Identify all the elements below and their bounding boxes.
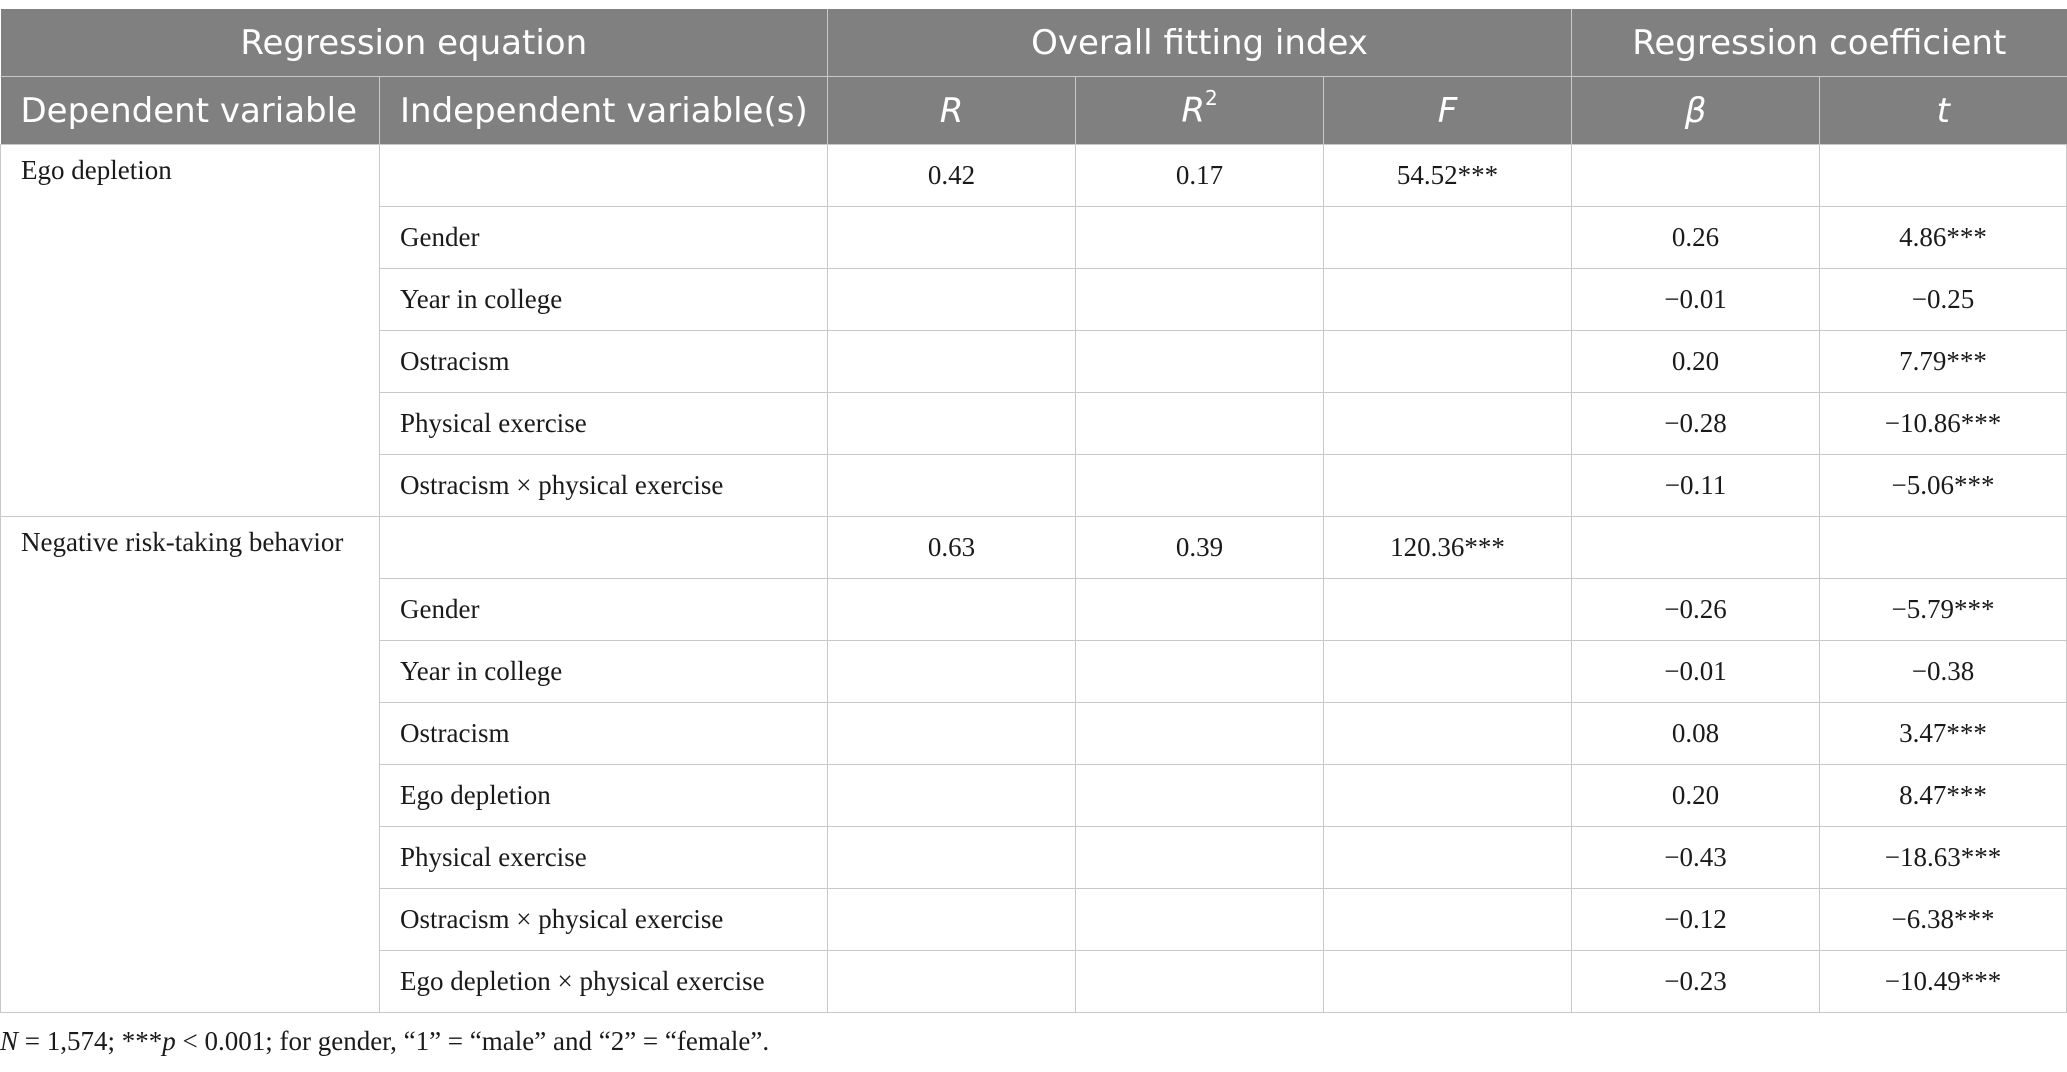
independent-variable-cell: Ostracism × physical exercise: [380, 889, 828, 951]
independent-variable-cell: [380, 145, 828, 207]
r-cell: [828, 269, 1076, 331]
beta-cell: [1572, 145, 1820, 207]
t-cell: 7.79***: [1820, 331, 2067, 393]
footnote-p-label: p: [162, 1026, 176, 1056]
t-cell: −10.86***: [1820, 393, 2067, 455]
f-cell: [1324, 703, 1572, 765]
beta-cell: −0.23: [1572, 951, 1820, 1013]
t-cell: 4.86***: [1820, 207, 2067, 269]
beta-cell: −0.28: [1572, 393, 1820, 455]
beta-cell: −0.12: [1572, 889, 1820, 951]
r-cell: [828, 455, 1076, 517]
r-cell: [828, 889, 1076, 951]
r-squared-cell: [1076, 951, 1324, 1013]
header-group-row: [1, 9, 2067, 77]
independent-variable-cell: Ostracism: [380, 331, 828, 393]
header-r-squared-base: R: [1181, 90, 1205, 131]
dependent-variable-cell: Negative risk-taking behavior: [1, 517, 380, 1013]
r-squared-cell: [1076, 641, 1324, 703]
beta-cell: [1572, 517, 1820, 579]
header-beta: β: [1572, 77, 1820, 145]
header-t: t: [1820, 77, 2067, 145]
header-f: F: [1324, 77, 1572, 145]
independent-variable-cell: Physical exercise: [380, 393, 828, 455]
t-cell: −0.25: [1820, 269, 2067, 331]
t-cell: [1820, 517, 2067, 579]
f-cell: 54.52***: [1324, 145, 1572, 207]
r-cell: [828, 207, 1076, 269]
dependent-variable-cell: Ego depletion: [1, 145, 380, 517]
r-squared-cell: [1076, 765, 1324, 827]
f-cell: [1324, 207, 1572, 269]
header-overall-fitting-index: Overall fitting index: [828, 9, 1572, 77]
t-cell: −10.49***: [1820, 951, 2067, 1013]
beta-cell: 0.20: [1572, 765, 1820, 827]
t-cell: [1820, 145, 2067, 207]
f-cell: [1324, 393, 1572, 455]
f-cell: [1324, 269, 1572, 331]
t-cell: −0.38: [1820, 641, 2067, 703]
footnote-rest: < 0.001; for gender, “1” = “male” and “2” = “female”.: [175, 1026, 770, 1056]
r-squared-cell: [1076, 455, 1324, 517]
r-cell: [828, 827, 1076, 889]
t-cell: −6.38***: [1820, 889, 2067, 951]
r-cell: 0.42: [828, 145, 1076, 207]
beta-cell: 0.08: [1572, 703, 1820, 765]
t-cell: −5.79***: [1820, 579, 2067, 641]
beta-cell: −0.43: [1572, 827, 1820, 889]
r-cell: [828, 579, 1076, 641]
r-cell: [828, 331, 1076, 393]
f-cell: [1324, 765, 1572, 827]
r-squared-cell: [1076, 703, 1324, 765]
r-cell: 0.63: [828, 517, 1076, 579]
header-r-squared: [1076, 77, 1324, 145]
independent-variable-cell: Ostracism × physical exercise: [380, 455, 828, 517]
beta-cell: −0.01: [1572, 641, 1820, 703]
independent-variable-cell: Physical exercise: [380, 827, 828, 889]
regression-table-container: [0, 9, 2066, 1013]
independent-variable-cell: Year in college: [380, 269, 828, 331]
beta-cell: 0.26: [1572, 207, 1820, 269]
t-cell: −18.63***: [1820, 827, 2067, 889]
independent-variable-cell: Gender: [380, 207, 828, 269]
header-r: R: [828, 77, 1076, 145]
f-cell: [1324, 641, 1572, 703]
independent-variable-cell: Year in college: [380, 641, 828, 703]
independent-variable-cell: Ego depletion × physical exercise: [380, 951, 828, 1013]
header-dependent-variable: Dependent variable: [1, 77, 380, 145]
table-header: [1, 9, 2067, 145]
f-cell: 120.36***: [1324, 517, 1572, 579]
beta-cell: 0.20: [1572, 331, 1820, 393]
r-squared-cell: [1076, 827, 1324, 889]
footnote-n-text: = 1,574; ***: [18, 1026, 163, 1056]
r-cell: [828, 393, 1076, 455]
r-squared-cell: [1076, 207, 1324, 269]
footnote-n-label: N: [0, 1026, 19, 1056]
r-squared-cell: [1076, 393, 1324, 455]
f-cell: [1324, 579, 1572, 641]
header-regression-equation: Regression equation: [1, 9, 828, 77]
r-cell: [828, 951, 1076, 1013]
r-cell: [828, 765, 1076, 827]
beta-cell: −0.11: [1572, 455, 1820, 517]
table-row: [1, 145, 2067, 207]
header-independent-variables: Independent variable(s): [380, 77, 828, 145]
header-column-row: [1, 77, 2067, 145]
beta-cell: −0.26: [1572, 579, 1820, 641]
t-cell: −5.06***: [1820, 455, 2067, 517]
r-cell: [828, 641, 1076, 703]
t-cell: 8.47***: [1820, 765, 2067, 827]
beta-cell: −0.01: [1572, 269, 1820, 331]
r-squared-cell: [1076, 269, 1324, 331]
t-cell: 3.47***: [1820, 703, 2067, 765]
f-cell: [1324, 455, 1572, 517]
f-cell: [1324, 951, 1572, 1013]
table-footnote: [0, 1026, 769, 1057]
f-cell: [1324, 827, 1572, 889]
table-row: [1, 517, 2067, 579]
r-squared-cell: [1076, 579, 1324, 641]
r-squared-cell: [1076, 889, 1324, 951]
table-body: [1, 145, 2067, 1013]
r-cell: [828, 703, 1076, 765]
f-cell: [1324, 889, 1572, 951]
r-squared-cell: 0.39: [1076, 517, 1324, 579]
header-r-squared-sup: 2: [1204, 86, 1218, 111]
f-cell: [1324, 331, 1572, 393]
regression-table: [0, 9, 2067, 1013]
r-squared-cell: 0.17: [1076, 145, 1324, 207]
independent-variable-cell: [380, 517, 828, 579]
r-squared-cell: [1076, 331, 1324, 393]
independent-variable-cell: Gender: [380, 579, 828, 641]
header-regression-coefficient: Regression coefficient: [1572, 9, 2067, 77]
independent-variable-cell: Ostracism: [380, 703, 828, 765]
independent-variable-cell: Ego depletion: [380, 765, 828, 827]
